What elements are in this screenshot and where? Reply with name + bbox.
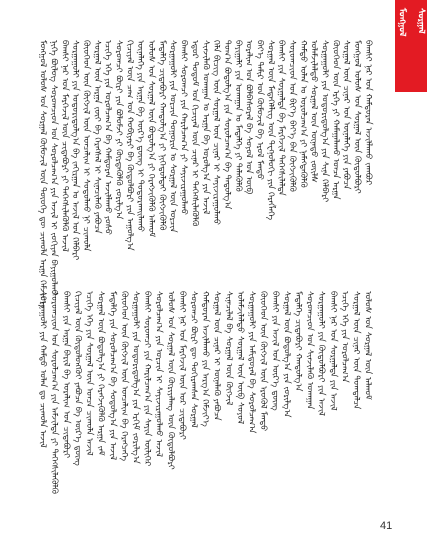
text-column: ᠲᠣᠭ᠎ᠠ ᠪᠣᠳᠤᠯᠭ᠎ᠠ ᠶᠢᠨ ᠰᠤᠷᠤᠯᠴᠠᠭ᠎ᠠ ᠪᠠ ᠳᠠᠳᠤᠯᠭ᠎ᠠ: [221, 40, 232, 210]
text-column: ᠰᠤᠷᠭᠠᠯ ᠦᠨ ᠮᠡᠳᠡᠭᠡᠯᠯᠢᠭ ᠦᠨ ᠲᠧᠬᠨᠣᠯᠣᠭᠢ ᠶᠢᠨ ᠬᠡᠷᠡᠭᠯᠡᠭᠡ: [265, 40, 276, 221]
text-column: ᠰᠤᠷᠤᠭᠴᠢᠳ ᠤᠨ ᠪᠢᠶ᠎ᠡ ᠪᠡᠶ᠎ᠡ ᠪᠡᠨ ᠬᠥᠭᠵᠢᠭᠦᠯᠬᠦ: [287, 40, 297, 192]
text-column: ᠬᠠᠮᠲᠤᠷᠠᠨ ᠠᠵᠢᠯᠯᠠᠬᠤ ᠶᠢᠨ ᠠᠷᠭ᠎ᠠ ᠬᠡᠮᠵᠢᠶ᠎ᠡ: [200, 291, 211, 427]
text-column: ᠰᠤᠷᠤᠭᠴᠢᠳ ᠤᠨ ᠰᠢᠨᠵᠢᠯᠡᠬᠦ ᠤᠬᠠᠭᠠᠨ: [304, 291, 315, 410]
text-column: ᠮᠡᠳᠡᠯᠭᠡ ᠴᠢᠳᠠᠪᠤᠷᠢ ᠬᠠᠨᠳᠤᠯᠭ᠎ᠠ: [293, 291, 303, 392]
text-column: ᠰᠤᠷᠤᠯᠴᠠᠭ᠎ᠠ ᠶᠢᠨ ᠣᠷᠴᠢᠨ ᠢ ᠰᠠᠶᠢᠵᠢᠷᠠᠭᠤᠯᠬᠤ ᠠᠵᠢᠯ: [153, 291, 164, 458]
text-column: ᠮᠣᠩᠭᠣᠯ ᠤᠯᠤᠰ ᠤᠨ ᠰᠤᠷᠭᠠᠯ ᠬᠦᠮᠦᠵᠢᠯ ᠦᠨ ᠲᠦᠦᠬᠡ ᠳᠦ ᠴᠢᠬᠤᠯᠠ ᠠᠷᠭᠠ ᠬᠡᠮᠵᠢᠶ᠎ᠡ: [37, 40, 48, 308]
upper-text-block: [37, 40, 373, 308]
text-column: ᠰᠤᠷᠭᠠᠭᠤᠯᠢ ᠶᠢᠨ ᠬᠥᠲᠦᠯᠪᠦᠷᠢ ᠶᠢᠨ ᠠᠵᠢᠯ: [316, 291, 327, 416]
text-column: ᠪᠠᠶᠢᠭᠠᠯᠢ ᠶᠢᠨ ᠤᠬᠠᠭᠠᠨ ᠤ ᠮᠡᠳᠡᠯᠭᠡ ᠶᠢ ᠲᠡᠯᠡᠭᠦᠯᠬᠦ: [232, 40, 243, 192]
text-column: ᠤᠯᠠᠮᠵᠢᠯᠠᠯᠲᠤ ᠰᠤᠷᠭᠠᠯ ᠦᠨ ᠦᠨᠡᠲᠦ ᠵᠦᠢᠯᠰ: [308, 40, 319, 183]
lower-text-block: [38, 291, 372, 512]
text-column: ᠰᠤᠷᠤᠭᠴᠢᠳ ᠤᠨ ᠰᠤᠷᠤᠯᠴᠠᠭ᠎ᠠ ᠶᠢᠨ ᠠᠮᠵᠢᠯᠲᠠ ᠶᠢ ᠳᠡᠭᠡᠭᠰᠢᠯᠡᠭᠦᠯᠬᠦ: [49, 291, 60, 495]
text-column: ᠤᠯᠤᠰ ᠤᠨ ᠰᠤᠷᠭᠠᠯ ᠦᠨ ᠬᠦᠷᠢᠶᠡᠯᠡᠩ ᠦᠨ ᠬᠥᠲᠦᠯᠪᠦᠷᠢ: [165, 291, 176, 470]
text-column: ᠰᠤᠷᠤᠭᠴᠢ ᠪᠦᠷᠢ ᠳᠦ ᠲᠣᠬᠢᠷᠠᠭᠰᠠᠨ ᠰᠤᠷᠭᠠᠯ: [188, 291, 199, 428]
text-column: ᠮᠣᠩᠭᠣᠯ ᠤᠯᠤᠰ ᠤᠨ ᠰᠤᠷᠭᠠᠯ ᠦᠨ ᠬᠥᠲᠦᠯᠪᠦᠷᠢ: [352, 40, 363, 194]
text-column: ᠰᠤᠷᠤᠭᠴᠢ ᠪᠦᠷᠢ ᠶᠢᠨ ᠪᠣᠯᠤᠮᠵᠢ ᠶᠢ ᠬᠦᠷᠳᠡᠭᠦᠯᠬᠦ ᠵᠣᠷᠢᠯᠭ᠎ᠠ: [113, 40, 124, 220]
text-column: ᠬᠦᠦᠬᠡᠳ ᠦᠨ ᠬᠥᠭᠵᠢᠯ ᠦᠨ ᠡᠷᠦᠭᠦᠯ ᠮᠡᠨᠳᠦ: [258, 291, 269, 432]
text-column: ᠰᠤᠷᠭᠠᠭᠤᠯᠢ ᠶᠢᠨ ᠤᠳᠤᠷᠢᠳᠤᠯᠭ᠎ᠠ ᠪᠠ ᠵᠠᠬᠢᠷᠭᠠᠨ ᠤ ᠠᠵᠢᠯ ᠤᠨ ᠬᠡᠯᠪᠡᠷᠢ: [70, 40, 81, 261]
section-tab-line: ᠮᠣᠩᠭᠣᠯ: [396, 8, 407, 37]
text-column: ᠪᠠᠭᠰᠢ ᠨᠠᠷ ᠤᠨ ᠬᠠᠮᠲᠤᠷᠠᠨ ᠠᠵᠢᠯᠯᠠᠬᠤ ᠵᠠᠭᠪᠤᠷ: [362, 40, 373, 186]
text-column: ᠰᠤᠷᠭᠠᠭᠤᠯᠢ ᠶᠢᠨ ᠬᠠᠮᠲᠤ ᠣᠯᠠᠨ ᠳᠤ ᠴᠢᠬᠤᠯᠠ ᠠᠵᠢᠯ: [37, 291, 48, 448]
text-column: ᠪᠠᠭᠰᠢ ᠰᠤᠷᠤᠭᠴᠢ ᠶᠢᠨ ᠬᠠᠷᠢᠯᠴᠠᠭ᠎ᠠ ᠶᠢᠨ ᠰᠠᠶᠢᠨ ᠦᠯᠢᠭᠡᠷ: [142, 291, 153, 467]
text-column: ᠬᠠᠮᠲᠤ ᠣᠯᠠᠨ ᠤ ᠣᠷᠣᠯᠴᠠᠭ᠎ᠠ ᠶᠢ ᠨᠡᠮᠡᠭᠳᠡᠭᠦᠯᠬᠦ: [297, 40, 308, 188]
text-column: ᠰᠤᠷᠭᠠᠯ ᠦᠨ ᠠᠷᠭᠠ ᠵᠦᠢ ᠪᠠ ᠬᠡᠷᠡᠭᠰᠡᠯ ᠢ ᠰᠢᠨᠡᠴᠢᠯᠡᠬᠦ ᠶᠠᠪᠤᠴᠠ: [91, 40, 102, 234]
page-number: 41: [380, 520, 393, 532]
text-column: ᠰᠤᠷᠭᠠᠭᠤᠯᠢ ᠶᠢᠨ ᠤᠳᠤᠷᠢᠳᠤᠯᠭ᠎ᠠ ᠶᠢᠨ ᠡᠷᠬᠢᠮ ᠵᠣᠷᠢᠯᠭ᠎ᠠ: [130, 291, 141, 464]
text-column: ᠰᠤᠷᠭᠠᠭᠤᠯᠢ ᠶᠢᠨ ᠠᠮᠢᠳᠤᠷᠠᠯ ᠪᠠ ᠰᠤᠷᠤᠯᠴᠠᠭ᠎ᠠ: [246, 291, 257, 434]
text-column: ᠨᠢᠭᠡ ᠪᠦᠯᠦᠭ ᠰᠤᠷᠤᠭᠴᠢᠳ ᠤᠨ ᠰᠤᠷᠤᠯᠴᠠᠭ᠎ᠠ ᠶᠢᠨ ᠠᠵᠢᠯ ᠢ ᠵᠣᠬᠢᠶᠠᠨ ᠪᠠᠶᠢᠭᠤᠯᠬᠤ: [48, 40, 59, 296]
text-column: ᠤᠯᠤᠰ ᠤᠨ ᠰᠤᠷᠭᠠᠯ ᠦᠨ ᠠᠯᠬᠤᠮ: [362, 291, 373, 400]
text-column: ᠰᠤᠷᠭᠠᠯ ᠦᠨ ᠴᠢᠨᠠᠷ ᠢ ᠦᠨᠡᠯᠡᠬᠦ ᠶᠠᠪᠤᠴᠠ: [211, 291, 222, 421]
text-column: ᠰᠤᠷᠭᠠᠯ ᠦᠨ ᠴᠢᠨᠠᠷ ᠦᠨ ᠲᠣᠭᠲᠠᠯᠴᠠ: [351, 291, 362, 410]
text-column: ᠰᠤᠷᠭᠠᠭᠤᠯᠢ ᠶᠢᠨ ᠣᠷᠴᠢᠨ ᠲᠣᠭᠣᠷᠢᠨ ᠤ ᠰᠤᠷᠭᠠᠯ ᠦᠨ ᠣᠷᠴᠢᠨ: [167, 40, 178, 233]
text-column: ᠰᠤᠷᠭᠠᠯ ᠦᠨ ᠪᠣᠳᠤᠯᠭ᠎ᠠ ᠶᠢ ᠬᠡᠷᠡᠭᠵᠢᠭᠦᠯᠬᠦ ᠠᠷᠭᠠ ᠵᠠᠮ: [95, 291, 106, 456]
text-column: ᠰᠢᠨᠵᠢᠯᠡᠬᠦ ᠤᠬᠠᠭᠠᠨ ᠤ ᠠᠷᠭᠠ ᠪᠠ ᠤᠷᠤᠯᠭ᠎ᠠ ᠶᠢᠨ ᠠᠵᠢᠯ: [200, 40, 211, 215]
text-column: ᠮᠡᠳᠡᠯᠭᠡ ᠶᠢᠨ ᠰᠤᠷᠤᠯᠴᠠᠭ᠎ᠠ ᠪᠠ ᠰᠤᠳᠤᠯᠭ᠎ᠠ ᠶᠢᠨ ᠠᠵᠢᠯ: [107, 291, 118, 461]
text-column: ᠪᠠᠭᠰᠢ ᠶᠢᠨ ᠠᠷᠭᠠ ᠪᠠᠷᠢᠯ ᠪᠠ ᠤᠷᠠᠯᠢᠭ ᠤᠨ ᠴᠢᠳᠠᠪᠤᠷᠢ: [60, 291, 71, 459]
text-column: ᠪᠡᠶ᠎ᠡ ᠲᠠᠮᠢᠷ ᠤᠨ ᠬᠥᠮᠦᠵᠢᠯ ᠪᠠ ᠡᠷᠥᠯ ᠮᠡᠨᠳᠦ: [254, 40, 265, 180]
text-column: ᠪᠠᠭᠰᠢ ᠶᠢᠨ ᠠᠵᠢᠯ ᠤᠨ ᠦᠷ᠎ᠡ ᠳ᠋ᠦᠩ: [269, 291, 280, 411]
text-column: ᠰᠤᠷᠭᠠᠯ ᠦᠨ ᠪᠣᠳᠤᠯᠭ᠎ᠠ ᠶᠢᠨ ᠵᠣᠷᠢᠯᠭ᠎ᠠ: [281, 291, 292, 418]
text-column: ᠬᠦᠦᠬᠡᠳ ᠦᠨ ᠡᠷᠬᠡ ᠶᠢ ᠬᠠᠮᠠᠭᠠᠯᠠᠬᠤ ᠣᠨᠴᠠ ᠠᠷᠭᠠ: [330, 40, 341, 200]
text-column: ᠬᠢᠴᠢᠶᠡᠯ ᠦᠨ ᠴᠠᠭ ᠤᠨ ᠬᠤᠪᠢᠶᠠᠷᠢ ᠪᠠ ᠬᠥᠲᠦᠯᠪᠦᠷᠢ ᠶᠢᠨ ᠠᠭᠤᠯᠭ᠎ᠠ: [124, 40, 135, 251]
section-tab: [395, 0, 427, 92]
text-column: ᠪᠠᠭᠰᠢ ᠨᠠᠷ ᠤᠨ ᠰᠤᠷᠭᠠᠯᠲᠠ ᠶᠢᠨ ᠠᠵᠢᠯ: [327, 291, 338, 411]
text-column: ᠤᠷᠠᠯᠢᠭ ᠤᠨ ᠪᠣᠯᠪᠠᠰᠤᠷᠠᠯ ᠪᠠ ᠰᠣᠶᠣᠯ ᠤᠨ ᠥᠪ: [243, 40, 254, 195]
text-column: ᠡᠴᠢᠭᠡ ᠡᠬᠡ ᠶᠢᠨ ᠰᠤᠷᠭᠠᠯ ᠦᠨ ᠣᠨᠴᠠ ᠴᠢᠬᠤᠯᠠ ᠠᠵᠢᠯ: [84, 291, 95, 456]
text-column: ᠮᠡᠳᠡᠯᠭᠡ ᠴᠢᠳᠠᠪᠤᠷᠢ ᠬᠠᠨᠳᠤᠯᠭ᠎ᠠ ᠶᠢ ᠨᠢᠭᠡᠳᠦᠯᠲᠡᠶ ᠬᠥᠭᠵᠢᠭᠦᠯᠬᠦ: [156, 40, 167, 231]
text-column: ᠪᠠᠭᠰᠢ ᠨᠠᠷ ᠤᠨ ᠮᠡᠷᠭᠡᠵᠢᠯ ᠦᠨ ᠤᠷ ᠴᠢᠳᠠᠪᠤᠷᠢ: [176, 291, 187, 440]
text-column: ᠤᠯᠠᠮᠵᠢᠯᠠᠯᠲᠤ ᠰᠤᠷᠭᠠᠯ ᠦᠨ ᠥᠪ ᠰᠣᠶᠣᠯ: [234, 291, 245, 425]
text-column: ᠤᠯᠤᠰ ᠤᠨ ᠰᠤᠷᠭᠠᠯ ᠦᠨ ᠪᠣᠳᠤᠯᠭ᠎ᠠ ᠶᠢ ᠬᠡᠷᠡᠭᠵᠢᠭᠦᠯᠬᠦ ᠠᠯᠬᠤᠮ: [146, 40, 157, 238]
text-column: ᠪᠠᠭᠰᠢ ᠶᠢᠨ ᠰᠤᠷᠭᠠᠯᠲᠠ ᠪᠠ ᠮᠡᠷᠭᠡᠵᠢᠯ ᠳᠡᠭᠡᠭᠰᠢᠯᠡᠯᠲᠡ: [276, 40, 287, 196]
section-tab-line: ᠰᠤᠷᠭᠠᠯ: [415, 8, 426, 34]
text-column: ᠰᠢᠨᠡᠴᠢᠯᠡᠯ ᠪᠠ ᠰᠤᠷᠭᠠᠯ ᠦᠨ ᠬᠥᠭᠵᠢᠯ: [223, 291, 234, 406]
text-column: ᠪᠠᠭᠰᠢ ᠰᠤᠷᠤᠭᠴᠢ ᠶᠢᠨ ᠬᠠᠷᠢᠯᠴᠠᠭ᠎ᠠ ᠶᠢ ᠰᠠᠶᠢᠵᠢᠷᠠᠭᠤᠯᠬᠤ: [178, 40, 189, 215]
text-column: ᠰᠤᠷᠭᠠᠭᠤᠯᠢ ᠶᠢᠨ ᠤᠳᠤᠷᠢᠳᠤᠯᠭ᠎ᠠ ᠶᠢᠨ ᠰᠢᠨᠡ ᠬᠡᠯᠪᠡᠷᠢ: [319, 40, 330, 203]
text-column: ᠦᠨᠡᠯᠡᠭᠡ ᠶᠢᠨ ᠠᠷᠭᠠ ᠪᠠ ᠦᠷ᠎ᠡ ᠳ᠋ᠦᠩ ᠢ ᠲᠣᠳᠤᠷᠬᠠᠢᠯᠠᠬᠤ: [135, 40, 146, 233]
text-column: ᠡᠳᠦᠷ ᠲᠤᠲᠤᠮ ᠤᠨ ᠬᠢᠴᠢᠶᠡᠯ ᠦᠨ ᠴᠢᠨᠠᠷ ᠢ ᠳᠡᠭᠡᠭᠰᠢᠯᠡᠭᠦᠯᠬᠦ: [189, 40, 200, 227]
text-column: ᠬᠦᠦᠬᠡᠳ ᠦᠨ ᠬᠥᠭᠵᠢᠯ ᠦᠨ ᠣᠨᠴᠠᠯᠢᠭ ᠢ ᠰᠤᠳᠤᠯᠬᠤ ᠨᠢ ᠴᠢᠬᠤᠯᠠ: [80, 40, 91, 252]
text-column: ᠪᠠᠭᠰᠢ ᠨᠠᠷ ᠤᠨ ᠮᠡᠷᠭᠡᠵᠢᠯ ᠦᠨ ᠴᠢᠳᠠᠪᠤᠷᠢ ᠶᠢ ᠳᠡᠭᠡᠭᠰᠢᠯᠡᠭᠦᠯᠬᠦ ᠠᠵᠢᠯ: [59, 40, 70, 252]
text-column: ᠰᠤᠷᠭᠠᠯ ᠦᠨ ᠴᠢᠨᠠᠷ ᠤᠨ ᠦᠨᠡᠯᠡᠭᠡ ᠶᠢᠨ ᠶᠠᠪᠤᠴᠠ: [341, 40, 352, 190]
text-column: ᠬᠢᠴᠢᠶᠡᠯ ᠦᠨ ᠬᠦᠳᠦᠯᠦᠩᠭᠦᠢ ᠶᠠᠪᠤᠴᠠ ᠪᠠ ᠦᠷ᠎ᠡ ᠳ᠋ᠦᠩ: [72, 291, 83, 466]
text-column: ᠡᠴᠢᠭᠡ ᠡᠬᠡ ᠶᠢᠨ ᠣᠷᠣᠯᠴᠠᠭ᠎ᠠ: [339, 291, 350, 383]
text-column: ᠬᠦᠦᠬᠡᠳ ᠦᠨ ᠬᠥᠭᠵᠢᠯ ᠦᠨ ᠣᠨᠴᠠᠯᠢᠭ ᠪᠠ ᠬᠡᠷᠡᠭᠴᠡᠭᠡ: [118, 291, 129, 462]
text-column: ᠡᠴᠢᠭᠡ ᠡᠬᠡ ᠶᠢᠨ ᠣᠷᠣᠯᠴᠠᠭ᠎ᠠ ᠪᠠ ᠬᠠᠮᠲᠤᠷᠠᠨ ᠠᠵᠢᠯᠯᠠᠬᠤ ᠶᠣᠰᠣ: [102, 40, 113, 235]
text-column: ᠬᠡᠯᠡ ᠪᠢᠴᠢᠭ ᠦᠨ ᠰᠤᠷᠭᠠᠯ ᠦᠨ ᠴᠢᠨᠠᠷ ᠢ ᠰᠠᠶᠢᠵᠢᠷᠠᠭᠤᠯᠬᠤ: [211, 40, 222, 225]
